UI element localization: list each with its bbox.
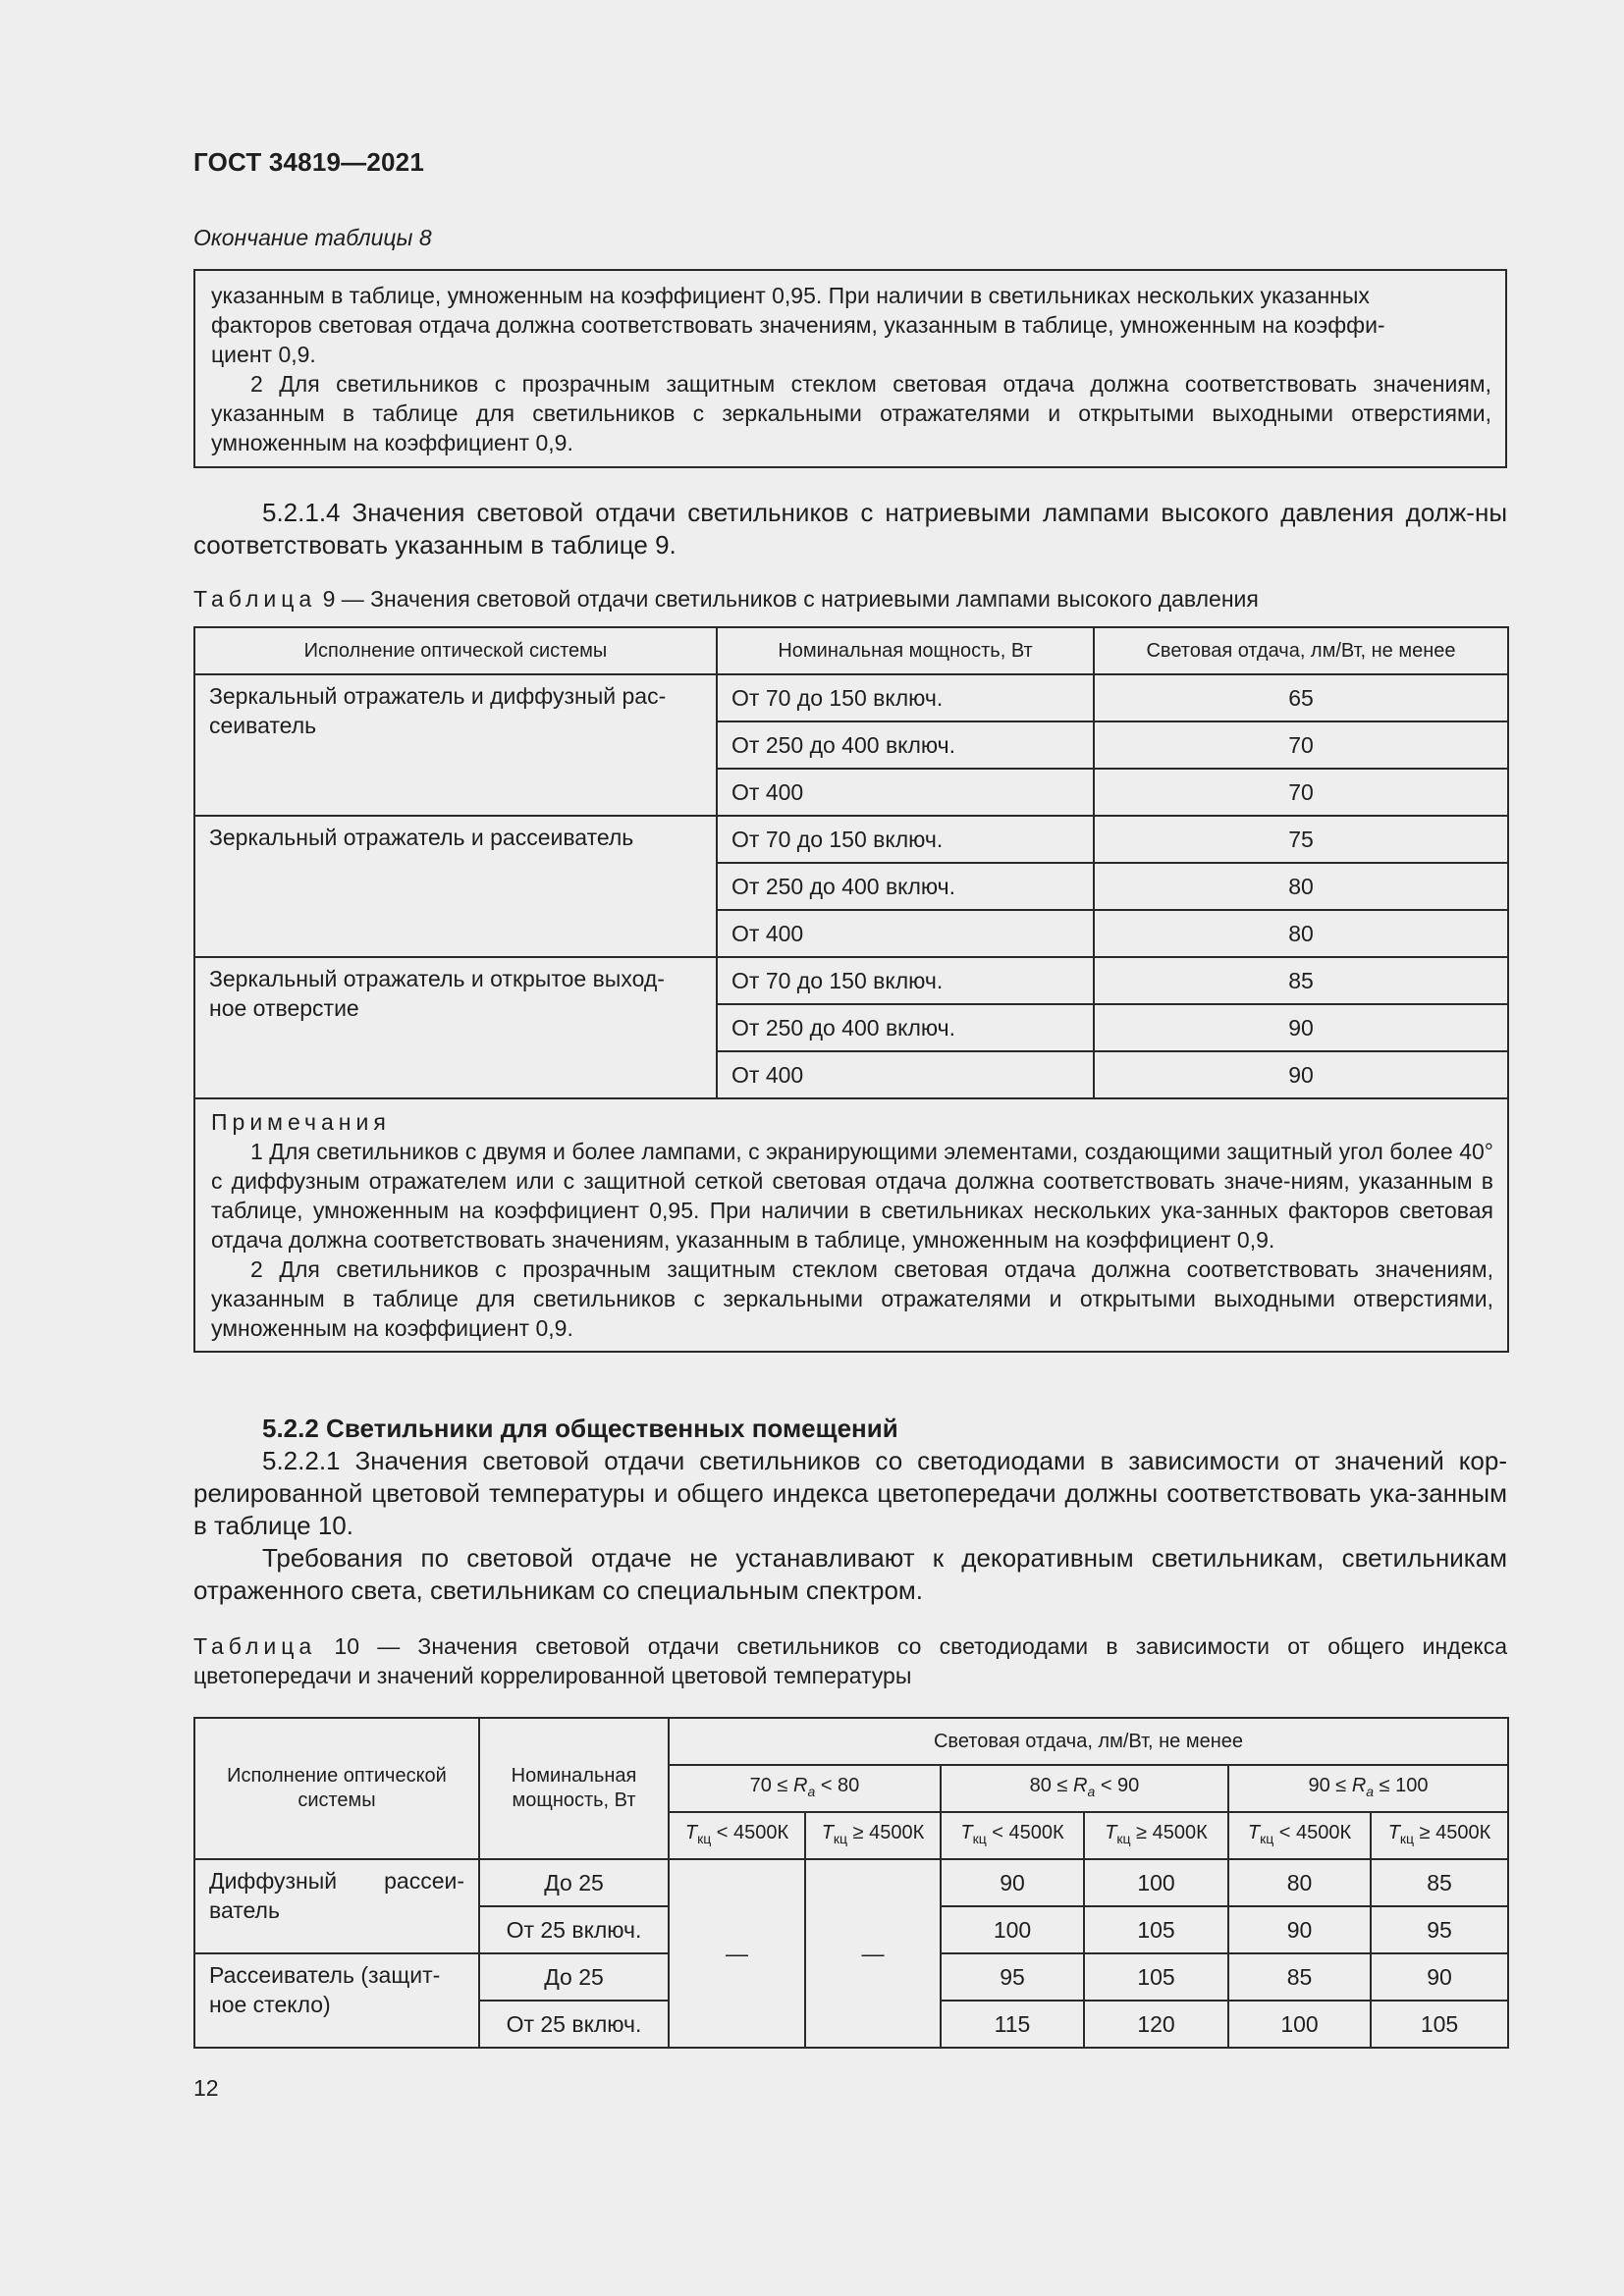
no-requirement-cell: — <box>805 1859 941 2048</box>
power-cell: До 25 <box>479 1953 669 2001</box>
ra-symbol: $R_a$ <box>1351 1774 1375 1799</box>
cri-range-header <box>941 1765 1228 1812</box>
notes-title: Примечания <box>211 1109 391 1135</box>
optical-system-cell: Зеркальный отражатель и рассеиватель <box>194 816 717 957</box>
document-header: ГОСТ 34819—2021 <box>193 147 424 177</box>
efficacy-cell: 80 <box>1094 863 1508 910</box>
efficacy-cell: 90 <box>1094 1004 1508 1051</box>
optical-system-cell: Рассеиватель (защит-ное стекло) <box>194 1953 479 2048</box>
optical-system-cell: Зеркальный отражатель и открытое выход-ное отверстие <box>194 957 717 1098</box>
table8-notes <box>193 269 1507 468</box>
caption-label: Таблица <box>193 1633 317 1659</box>
tcc-condition: ≥ 4500К <box>847 1821 925 1843</box>
power-cell: От 400 <box>717 1051 1094 1098</box>
power-cell: От 250 до 400 включ. <box>717 721 1094 769</box>
table-header-row <box>194 627 1508 674</box>
note-2: 2 Для светильников с прозрачным защитным стеклом световая отдача должна соответствовать значениям, указанным в таблице для светильников с зеркальными отражателями и открытыми выходными отверстиями, умноженным на коэффициент 0,9. <box>211 371 1491 455</box>
efficacy-cell: 85 <box>1228 1953 1371 2001</box>
note-line: указанным в таблице, умноженным на коэффициент 0,95. При наличии в светильниках нескольких указанных <box>211 283 1370 308</box>
tcc-subscript: кц <box>697 1830 712 1846</box>
range-suffix: < 80 <box>815 1774 860 1796</box>
column-header-system: Исполнение оптической системы <box>194 1718 479 1859</box>
cri-range-header <box>1228 1765 1508 1812</box>
efficacy-cell: 75 <box>1094 816 1508 863</box>
efficacy-cell: 80 <box>1228 1859 1371 1906</box>
table-row <box>194 674 1508 721</box>
cct-header <box>669 1812 805 1859</box>
efficacy-cell: 85 <box>1094 957 1508 1004</box>
paragraph-requirements: Требования по световой отдаче не устанавливают к декоративным светильникам, светильникам отраженного света, светильникам со специальным спектром. <box>193 1543 1507 1605</box>
tcc-symbol: T <box>684 1821 698 1843</box>
efficacy-cell: 105 <box>1084 1953 1228 2001</box>
cct-header <box>805 1812 941 1859</box>
power-cell: От 400 <box>717 769 1094 816</box>
tcc-symbol: T <box>960 1821 973 1843</box>
table10-caption <box>193 1631 1507 1690</box>
efficacy-cell: 65 <box>1094 674 1508 721</box>
efficacy-cell: 105 <box>1371 2001 1508 2048</box>
note-1: 1 Для светильников с двумя и более лампами, с экранирующими элементами, создающими защитный угол более 40° с диффузным отражателем или с защитной сеткой световая отдача должна соответствовать значе-ниям, указанным в таблице, умноженным на коэффициент 0,95. При наличии в светильниках нескольких ука-занных факторов световая отдача должна соответствовать значениям, указанным в таблице, умноженным на коэффициент 0,9. <box>211 1139 1493 1253</box>
table-notes <box>194 1098 1508 1352</box>
page-number: 12 <box>193 2075 219 2101</box>
table-notes-row <box>194 1098 1508 1352</box>
power-cell: От 70 до 150 включ. <box>717 957 1094 1004</box>
efficacy-cell: 85 <box>1371 1859 1508 1906</box>
efficacy-cell: 90 <box>941 1859 1084 1906</box>
optical-system-cell: Диффузный рассеи-ватель <box>194 1859 479 1953</box>
efficacy-cell: 90 <box>1228 1906 1371 1953</box>
tcc-subscript: кц <box>833 1830 848 1846</box>
ra-subscript: a <box>807 1783 816 1799</box>
efficacy-cell: 100 <box>941 1906 1084 1953</box>
tcc-subscript: кц <box>1260 1830 1274 1846</box>
caption-text: 10 — Значения световой отдачи светильников со светодиодами в зависимости от общего индекса цветопередачи и значений коррелированной цветовой температуры <box>193 1633 1507 1688</box>
efficacy-cell: 90 <box>1094 1051 1508 1098</box>
efficacy-cell: 115 <box>941 2001 1084 2048</box>
efficacy-cell: 80 <box>1094 910 1508 957</box>
power-cell: От 400 <box>717 910 1094 957</box>
efficacy-cell: 70 <box>1094 769 1508 816</box>
table-row <box>194 1859 1508 1906</box>
cct-header <box>941 1812 1084 1859</box>
ra-symbol: $R_a$ <box>793 1774 816 1799</box>
range-prefix: 80 ≤ <box>1029 1774 1074 1796</box>
cri-range-header <box>669 1765 941 1812</box>
range-prefix: 70 ≤ <box>749 1774 794 1796</box>
tcc-subscript: кц <box>972 1830 987 1846</box>
caption-text: 9 — Значения световой отдачи светильников с натриевыми лампами высокого давления <box>316 586 1259 612</box>
efficacy-cell: 105 <box>1084 1906 1228 1953</box>
ra-subscript: a <box>1366 1783 1375 1799</box>
ra-subscript: a <box>1087 1783 1096 1799</box>
power-cell: От 70 до 150 включ. <box>717 816 1094 863</box>
column-header-power: Номинальная мощность, Вт <box>479 1718 669 1859</box>
cct-header <box>1084 1812 1228 1859</box>
column-header: Номинальная мощность, Вт <box>717 627 1094 674</box>
no-requirement-cell: — <box>669 1859 805 2048</box>
paragraph-5-2-1-4: 5.2.1.4 Значения световой отдачи светильников с натриевыми лампами высокого давления долж-ны соответствовать указанным в таблице 9. <box>193 498 1507 560</box>
table10 <box>193 1717 1509 2049</box>
note-2: 2 Для светильников с прозрачным защитным стеклом световая отдача должна соответствовать значениям, указанным в таблице для светильников с зеркальными отражателями и открытыми выходными отверстиями, умноженным на коэффициент 0,9. <box>211 1256 1493 1341</box>
section-heading-5-2-2: 5.2.2 Светильники для общественных помещений <box>262 1414 898 1443</box>
cct-header <box>1371 1812 1508 1859</box>
range-suffix: ≤ 100 <box>1374 1774 1429 1796</box>
efficacy-cell: 100 <box>1084 1859 1228 1906</box>
table-row <box>194 816 1508 863</box>
tcc-subscript: кц <box>1116 1830 1131 1846</box>
caption-label: Таблица <box>193 586 317 612</box>
power-cell: От 250 до 400 включ. <box>717 863 1094 910</box>
tcc-symbol: T <box>821 1821 834 1843</box>
efficacy-cell: 120 <box>1084 2001 1228 2048</box>
column-header: Исполнение оптической системы <box>194 627 717 674</box>
note-line: факторов световая отдача должна соответствовать значениям, указанным в таблице, умноженным на коэффи- <box>211 312 1385 338</box>
note-line: циент 0,9. <box>211 342 316 367</box>
tcc-subscript: кц <box>1399 1830 1415 1846</box>
tcc-condition: < 4500К <box>1273 1821 1352 1843</box>
optical-system-cell: Зеркальный отражатель и диффузный рас-сеиватель <box>194 674 717 816</box>
power-cell: До 25 <box>479 1859 669 1906</box>
efficacy-cell: 70 <box>1094 721 1508 769</box>
power-cell: От 25 включ. <box>479 2001 669 2048</box>
table9 <box>193 626 1509 1353</box>
table9-caption <box>193 584 1507 614</box>
power-cell: От 250 до 400 включ. <box>717 1004 1094 1051</box>
tcc-symbol: T <box>1387 1821 1400 1843</box>
efficacy-cell: 100 <box>1228 2001 1371 2048</box>
tcc-symbol: T <box>1105 1821 1117 1843</box>
table-continuation-caption: Окончание таблицы 8 <box>193 225 432 250</box>
range-prefix: 90 ≤ <box>1308 1774 1352 1796</box>
range-suffix: < 90 <box>1095 1774 1140 1796</box>
cct-header <box>1228 1812 1371 1859</box>
tcc-condition: ≥ 4500К <box>1130 1821 1208 1843</box>
tcc-condition: < 4500К <box>711 1821 789 1843</box>
tcc-condition: < 4500К <box>986 1821 1064 1843</box>
tcc-condition: ≥ 4500К <box>1414 1821 1491 1843</box>
table-row <box>194 957 1508 1004</box>
efficacy-cell: 95 <box>941 1953 1084 2001</box>
column-header-output: Световая отдача, лм/Вт, не менее <box>669 1718 1508 1765</box>
power-cell: От 70 до 150 включ. <box>717 674 1094 721</box>
column-header: Световая отдача, лм/Вт, не менее <box>1094 627 1508 674</box>
efficacy-cell: 90 <box>1371 1953 1508 2001</box>
tcc-symbol: T <box>1247 1821 1261 1843</box>
ra-symbol: $R_a$ <box>1073 1774 1096 1799</box>
efficacy-cell: 95 <box>1371 1906 1508 1953</box>
power-cell: От 25 включ. <box>479 1906 669 1953</box>
paragraph-5-2-2-1: 5.2.2.1 Значения световой отдачи светильников со светодиодами в зависимости от значений кор-релированной цветовой температуры и общего индекса цветопередачи должны соответствовать ука-занным в таблице 10. <box>193 1446 1507 1540</box>
table-header-row <box>194 1718 1508 1765</box>
